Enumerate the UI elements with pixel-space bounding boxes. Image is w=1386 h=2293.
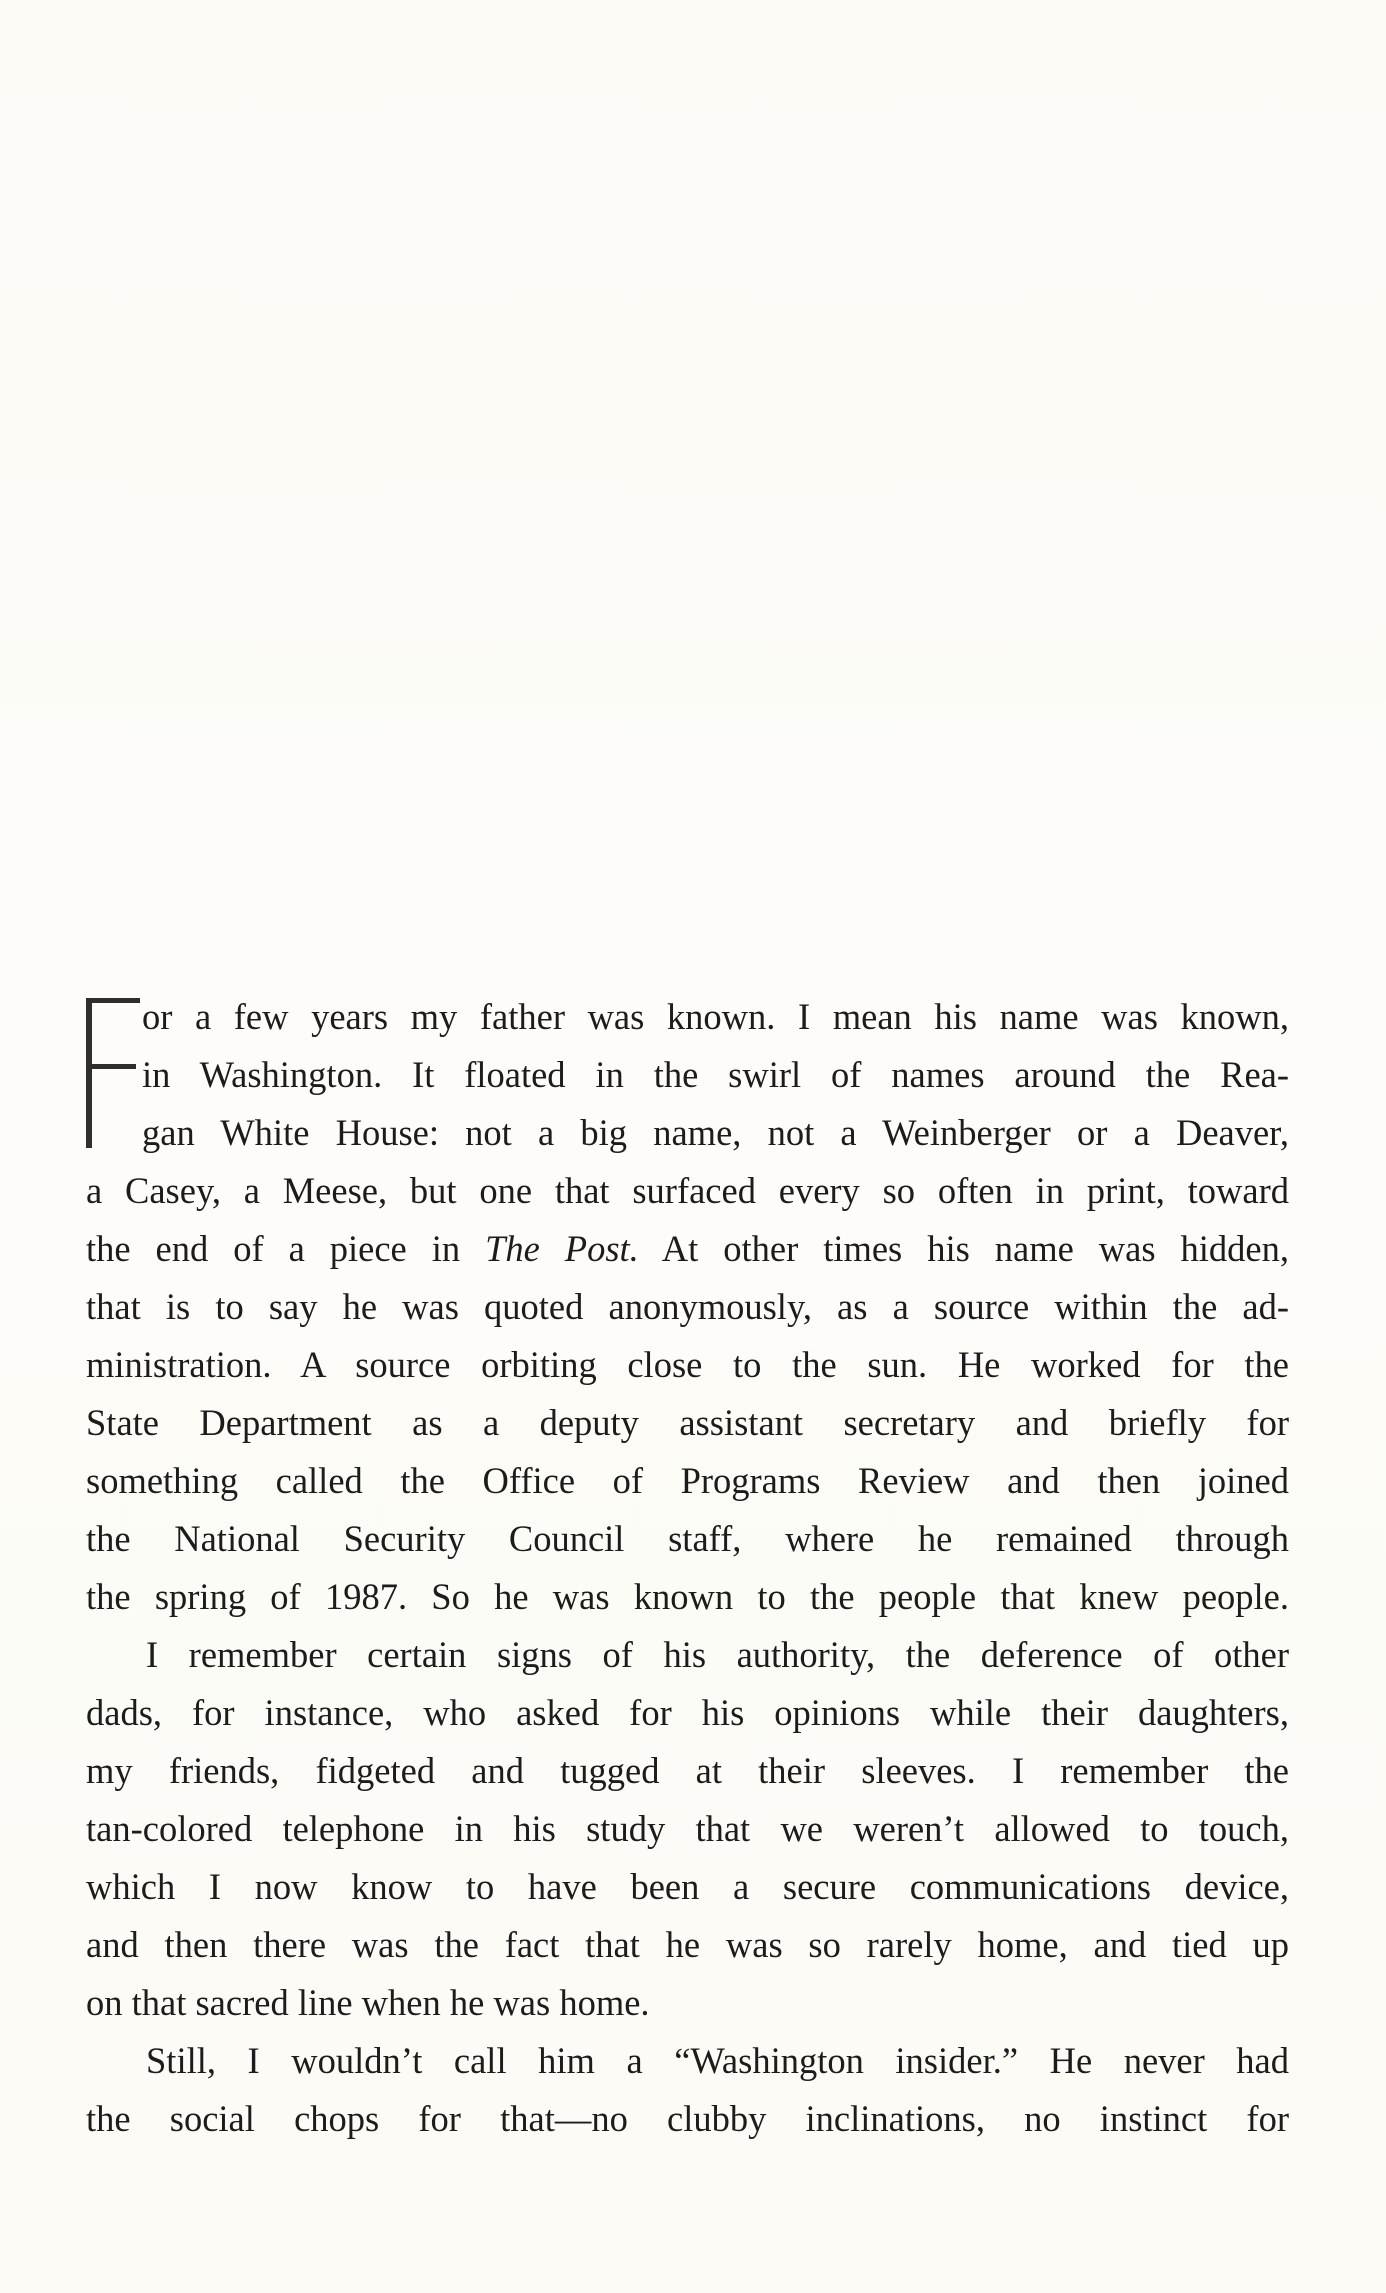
text-line-with-title xyxy=(86,1220,1289,1278)
drop-cap-middle-bar xyxy=(86,1064,136,1069)
text-line: the social chops for that—no clubby inclinations, no instinct for xyxy=(86,2098,1289,2139)
paragraph-3 xyxy=(86,2032,1289,2148)
text-line: tan-colored telephone in his study that we weren’t allowed to touch, xyxy=(86,1808,1289,1849)
text-fragment: the end of a piece in xyxy=(86,1228,486,1269)
text-line: that is to say he was quoted anonymously, as a source within the ad- xyxy=(86,1286,1289,1327)
drop-cap-stem xyxy=(86,998,92,1148)
text-line: dads, for instance, who asked for his opinions while their daughters, xyxy=(86,1692,1289,1733)
drop-cap xyxy=(86,988,142,1150)
text-line: the spring of 1987. So he was known to the people that knew people. xyxy=(86,1576,1289,1617)
body-text xyxy=(86,988,1289,2148)
text-line: or a few years my father was known. I mean his name was known, xyxy=(142,996,1289,1037)
text-line: my friends, fidgeted and tugged at their sleeves. I remember the xyxy=(86,1750,1289,1791)
paragraph-2 xyxy=(86,1626,1289,2032)
text-line: and then there was the fact that he was so rarely home, and tied up xyxy=(86,1924,1289,1965)
text-line: in Washington. It floated in the swirl of names around the Rea- xyxy=(142,1054,1289,1095)
text-fragment: At other times his name was hidden, xyxy=(638,1228,1289,1269)
text-line: which I now know to have been a secure communications device, xyxy=(86,1866,1289,1907)
text-line: the National Security Council staff, where he remained through xyxy=(86,1518,1289,1559)
publication-title: The Post. xyxy=(485,1228,639,1269)
drop-cap-top-bar xyxy=(86,998,140,1003)
text-line: a Casey, a Meese, but one that surfaced every so often in print, toward xyxy=(86,1170,1289,1211)
text-line: gan White House: not a big name, not a Weinberger or a Deaver, xyxy=(142,1112,1289,1153)
text-line: on that sacred line when he was home. xyxy=(86,1982,650,2023)
text-line: something called the Office of Programs Review and then joined xyxy=(86,1460,1289,1501)
text-line: ministration. A source orbiting close to the sun. He worked for the xyxy=(86,1344,1289,1385)
text-line: State Department as a deputy assistant secretary and briefly for xyxy=(86,1402,1289,1443)
text-line: I remember certain signs of his authority, the deference of other xyxy=(146,1634,1289,1675)
text-line: Still, I wouldn’t call him a “Washington insider.” He never had xyxy=(146,2040,1289,2081)
paragraph-1 xyxy=(86,988,1289,1626)
